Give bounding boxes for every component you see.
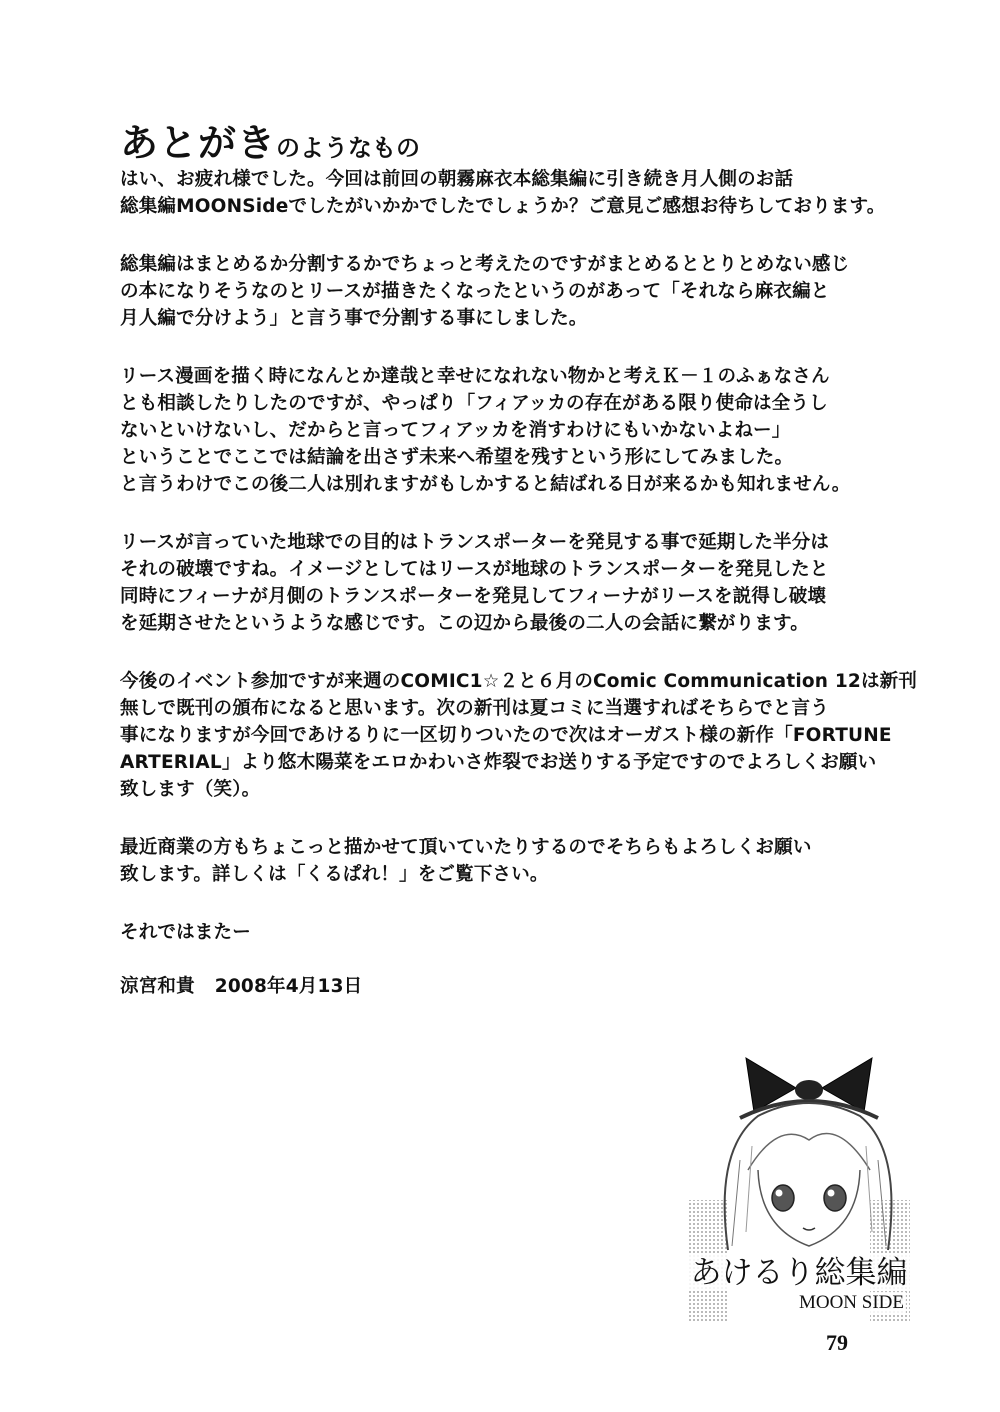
text-line: 同時にフィーナが月側のトランスポーターを発見してフィーナがリースを説得し破壊: [120, 586, 827, 607]
text-line: の本になりそうなのとリースが描きたくなったというのがあって「それなら麻衣編と: [120, 281, 830, 302]
text-line: ないといけないし、だからと言ってフィアッカを消すわけにもいかないよねー」: [120, 420, 791, 441]
text-line: と言うわけでこの後二人は別れますがもしかすると結ばれる日が来るかも知れません。: [120, 474, 851, 495]
text-line: 致します（笑）。: [120, 779, 261, 800]
text-line: を延期させたというような感じです。この辺から最後の二人の会話に繋がります。: [120, 613, 809, 634]
cover-illustration: [688, 1050, 910, 1322]
page-number: 79: [826, 1330, 848, 1355]
paragraph-3: [120, 363, 900, 498]
text-line: とも相談したりしたのですが、やっぱり「フィアッカの存在がある限り使命は全うし: [120, 393, 828, 414]
signature-line: [120, 973, 900, 1000]
text-line: リースが言っていた地球での目的はトランスポーターを発見する事で延期した半分は: [120, 532, 830, 553]
paragraph-4: [120, 529, 900, 637]
paragraph-2: [120, 251, 900, 332]
text-line: ARTERIAL」より悠木陽菜をエロかわいさ炸裂でお送りする予定ですのでよろしくお願い: [120, 752, 877, 773]
afterword-body: [120, 166, 918, 1031]
paragraph-6: [120, 834, 900, 888]
text-line: 無しで既刊の頒布になると思います。次の新刊は夏コミに当選すればそちらでと言う: [120, 698, 829, 719]
author-name: 涼宮和貴: [120, 976, 195, 997]
heading-suffix: のようなもの: [276, 134, 421, 162]
signature: [120, 973, 900, 1000]
cover-subtitle: MOON SIDE: [798, 1292, 904, 1313]
cover-title: あけるり総集編: [688, 1255, 910, 1291]
text-line: 月人編で分けよう」と言う事で分割する事にしました。: [120, 308, 588, 329]
text-line: 総集編はまとめるか分割するかでちょっと考えたのですがまとめるととりとめない感じ: [120, 254, 850, 275]
paragraph-5: [120, 668, 918, 803]
text-line: 今後のイベント参加ですが来週のCOMIC1☆２と６月のComic Communication 12は新刊: [120, 671, 918, 692]
text-line: それの破壊ですね。イメージとしてはリースが地球のトランスポーターを発見したと: [120, 559, 829, 580]
text-line: リース漫画を描く時になんとか達哉と幸せになれない物かと考えＫ－１のふぁなさん: [120, 366, 830, 387]
signature-date: 2008年4月13日: [214, 976, 363, 997]
paragraph-1: [120, 166, 900, 220]
text-line: はい、お疲れ様でした。今回は前回の朝霧麻衣本総集編に引き続き月人側のお話: [120, 169, 794, 190]
text-line: 総集編MOONSideでしたがいかかでしたでしょうか？ご意見ご感想お待ちしております。: [120, 196, 886, 217]
paragraph-7: [120, 919, 900, 946]
heading-main: あとがき: [120, 121, 277, 165]
text-line: 最近商業の方もちょこっと描かせて頂いていたりするのでそちらもよろしくお願い: [120, 837, 812, 858]
text-line: 致します。詳しくは「くるぱれ！」をご覧下さい。: [120, 864, 549, 885]
text-line: ということでここでは結論を出さず未来へ希望を残すという形にしてみました。: [120, 447, 794, 468]
page-heading: [120, 112, 420, 167]
text-line: 事になりますが今回であけるりに一区切りついたので次はオーガスト様の新作「FORTUNE: [120, 725, 892, 746]
closing-line: それではまたー: [120, 922, 251, 943]
